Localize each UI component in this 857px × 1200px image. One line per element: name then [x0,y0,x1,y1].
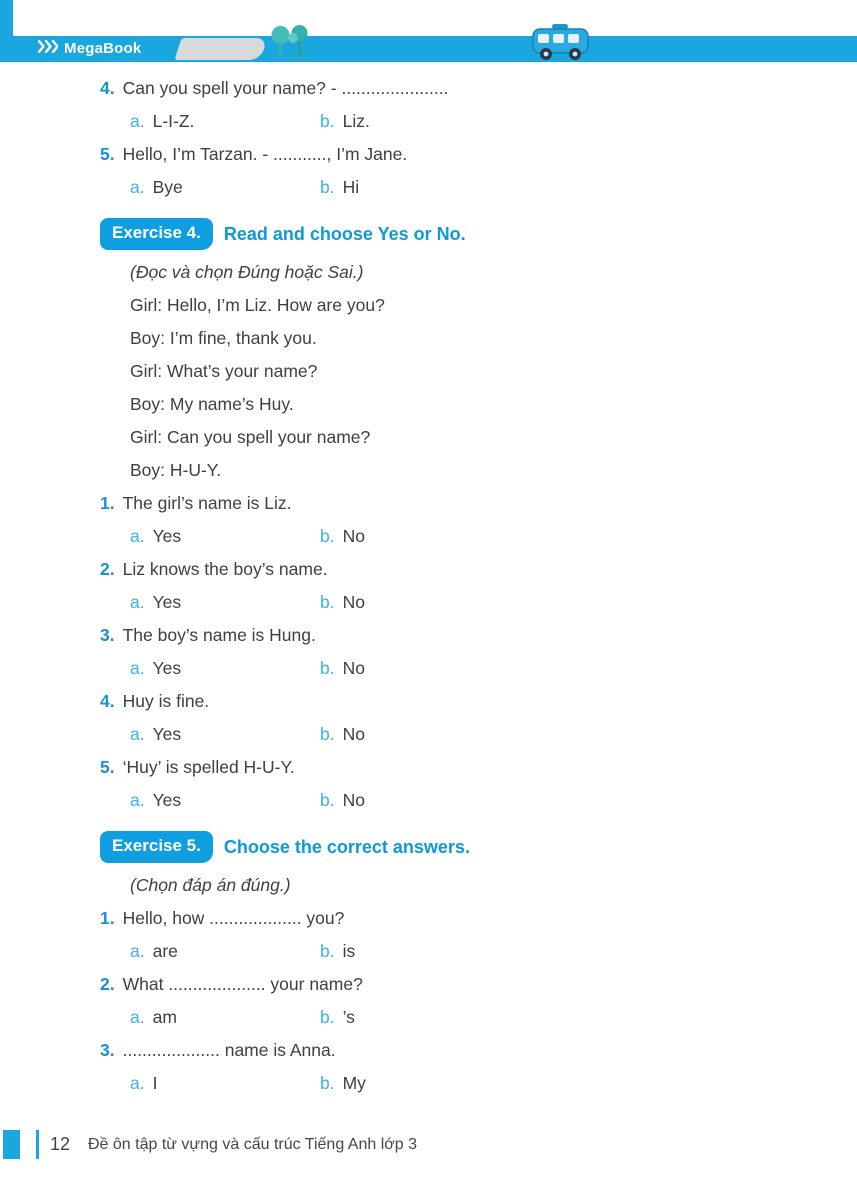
option-b [320,592,365,613]
question-number: 5. [100,144,115,164]
question-text: What .................... your name? [122,974,363,994]
option-a-text: I [152,1073,158,1093]
option-b-text: Liz. [342,111,370,131]
question-number: 1. [100,493,115,513]
option-a-text: Yes [152,526,182,546]
question-line [100,619,790,652]
option-b-text: No [342,592,365,612]
option-b [320,1073,366,1094]
brand-logo [38,40,141,57]
option-b-label: b. [320,526,335,546]
megabook-chevrons-icon [38,40,58,57]
page-content [100,72,790,1100]
option-a [130,724,320,745]
question-text: The girl’s name is Liz. [122,493,292,513]
question-number: 3. [100,625,115,645]
bus-icon [530,22,592,69]
option-a [130,790,320,811]
option-b-text: Hi [342,177,360,197]
exercise-4-subtitle: (Đọc và chọn Đúng hoặc Sai.) [130,262,364,282]
option-a-label: a. [130,790,145,810]
dialogue-line: Girl: What’s your name? [130,361,318,381]
question-line [100,751,790,784]
exercise-4-badge: Exercise 4. [100,218,213,250]
option-a [130,941,320,962]
option-b-text: ’s [342,1007,355,1027]
question-text: Liz knows the boy’s name. [122,559,328,579]
page-number: 12 [50,1134,71,1154]
corner-accent [0,0,13,38]
option-b [320,658,365,679]
question-line [100,1034,790,1067]
option-a-text: L-I-Z. [152,111,195,131]
option-a [130,526,320,547]
option-b-text: No [342,724,365,744]
options-row [100,105,790,138]
option-a-text: Yes [152,658,182,678]
page-footer [0,1128,857,1164]
option-b-text: No [342,658,365,678]
footer-accent-bar [36,1130,39,1159]
option-b-label: b. [320,724,335,744]
question-line [100,553,790,586]
option-a-text: Yes [152,790,182,810]
question-text: .................... name is Anna. [122,1040,336,1060]
question-number: 4. [100,78,115,98]
option-b-label: b. [320,1073,335,1093]
exercise-5-header [100,825,790,869]
option-b [320,111,370,132]
question-line [100,487,790,520]
option-b-text: No [342,526,365,546]
options-row [100,718,790,751]
options-row [100,935,790,968]
option-a-text: are [152,941,178,961]
option-a [130,111,320,132]
option-a-label: a. [130,658,145,678]
option-b-label: b. [320,177,335,197]
question-line [100,902,790,935]
options-row [100,171,790,204]
dialogue-line: Boy: I’m fine, thank you. [130,328,317,348]
options-row [100,652,790,685]
option-a [130,177,320,198]
option-b [320,526,365,547]
option-b-text: No [342,790,365,810]
option-a-label: a. [130,724,145,744]
question-text: The boy’s name is Hung. [122,625,316,645]
exercise-5-title: Choose the correct answers. [223,836,470,857]
question-number: 5. [100,757,115,777]
option-b-text: is [342,941,356,961]
exercise-5-badge: Exercise 5. [100,831,213,863]
option-b-label: b. [320,941,335,961]
options-row [100,1067,790,1100]
option-a [130,592,320,613]
option-a-label: a. [130,1073,145,1093]
options-row [100,784,790,817]
question-number: 2. [100,559,115,579]
dialogue-line: Boy: H-U-Y. [130,460,222,480]
option-a-text: Bye [152,177,183,197]
option-a-text: am [152,1007,177,1027]
option-b-label: b. [320,790,335,810]
footer-accent-block [3,1130,20,1159]
question-line [100,685,790,718]
dialogue-line: Girl: Can you spell your name? [130,427,371,447]
option-a-label: a. [130,111,145,131]
option-a-text: Yes [152,724,182,744]
brand-name: MegaBook [64,40,142,57]
option-a-label: a. [130,177,145,197]
option-b [320,941,355,962]
option-a [130,1007,320,1028]
exercise-4-title: Read and choose Yes or No. [223,223,466,244]
footer-book-title: Đề ôn tập từ vựng và cấu trúc Tiếng Anh lớp 3 [88,1136,417,1153]
question-text: Hello, I’m Tarzan. - ..........., I’m Jane. [122,144,408,164]
option-b [320,1007,355,1028]
options-row [100,1001,790,1034]
options-row [100,520,790,553]
question-number: 2. [100,974,115,994]
option-a [130,658,320,679]
options-row [100,586,790,619]
question-text: Can you spell your name? - ...................... [122,78,449,98]
question-text: ‘Huy’ is spelled H-U-Y. [122,757,295,777]
exercise-5-subtitle: (Chọn đáp án đúng.) [130,875,291,895]
question-number: 1. [100,908,115,928]
question-line [100,138,790,171]
option-a-text: Yes [152,592,182,612]
option-a-label: a. [130,592,145,612]
option-b [320,724,365,745]
option-b-label: b. [320,1007,335,1027]
trees-icon [268,24,314,67]
option-b [320,790,365,811]
dialogue-line: Boy: My name’s Huy. [130,394,294,414]
option-a-label: a. [130,1007,145,1027]
option-b-text: My [342,1073,366,1093]
option-b [320,177,359,198]
question-number: 3. [100,1040,115,1060]
exercise-4-header [100,212,790,256]
option-a-label: a. [130,526,145,546]
question-line [100,968,790,1001]
question-line [100,72,790,105]
option-a [130,1073,320,1094]
dialogue-line: Girl: Hello, I’m Liz. How are you? [130,295,385,315]
option-a-label: a. [130,941,145,961]
question-number: 4. [100,691,115,711]
question-text: Huy is fine. [122,691,210,711]
option-b-label: b. [320,592,335,612]
option-b-label: b. [320,111,335,131]
header-ribbon [174,38,267,60]
option-b-label: b. [320,658,335,678]
question-text: Hello, how ................... you? [122,908,345,928]
